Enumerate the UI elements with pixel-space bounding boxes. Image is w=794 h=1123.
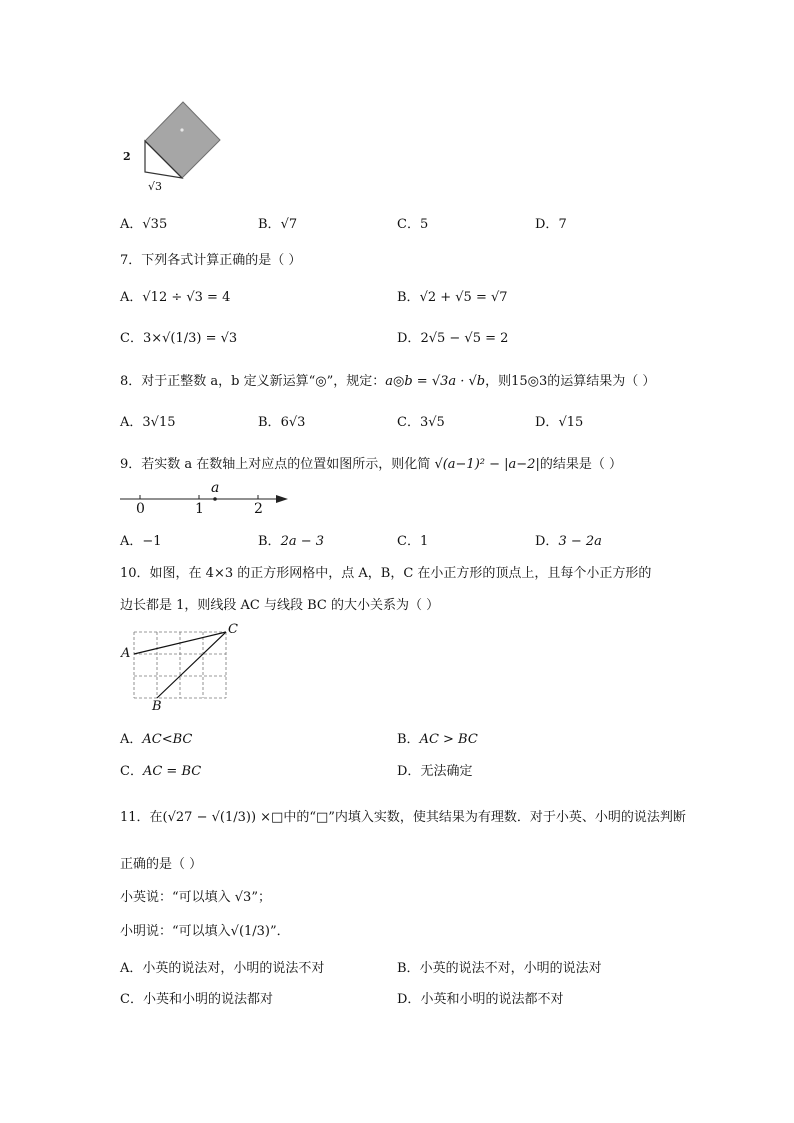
option-value: √12 ÷ √3 = 4: [142, 290, 231, 305]
option-value: 3×√(1/3) = √3: [142, 331, 238, 346]
option-value: 小英的说法对，小明的说法不对: [142, 961, 325, 976]
figure-side-left-label: 2: [123, 150, 131, 163]
q7-option-d[interactable]: D．2√5 − √5 = 2: [397, 331, 509, 346]
q6-option-d[interactable]: D．7: [535, 217, 567, 232]
option-value: 3√15: [142, 415, 176, 430]
q11-option-b[interactable]: B．小英的说法不对，小明的说法对: [397, 961, 602, 976]
q10-option-a[interactable]: A．AC<BC: [120, 732, 193, 747]
option-value: AC<BC: [142, 732, 193, 747]
option-value: √2 + √5 = √7: [419, 290, 508, 305]
q11-ming-formula: √(1/3): [230, 924, 271, 939]
q8-option-b[interactable]: B．6√3: [258, 415, 306, 430]
grid-figure: [130, 626, 240, 706]
number-line: [118, 480, 298, 520]
q9-option-d[interactable]: D．3 − 2a: [535, 534, 602, 549]
q11-ying-statement: 小英说：“可以填入 √3”；: [120, 890, 271, 905]
option-value: 小英和小明的说法都对: [142, 992, 273, 1007]
option-value: AC > BC: [419, 732, 478, 747]
option-value: 3 − 2a: [558, 534, 602, 549]
q9-option-b[interactable]: B．2a − 3: [258, 534, 325, 549]
q8-option-d[interactable]: D．√15: [535, 415, 584, 430]
q10-stem-line-1: 10．如图，在 4×3 的正方形网格中，点 A，B，C 在小正方形的顶点上，且每个小正方形的: [120, 566, 652, 581]
q9-option-a[interactable]: A．−1: [120, 534, 162, 549]
q8-option-c[interactable]: C．3√5: [397, 415, 445, 430]
option-value: −1: [142, 534, 162, 549]
option-value: 小英的说法不对，小明的说法对: [419, 961, 602, 976]
q6-option-a[interactable]: A．√35: [120, 217, 168, 232]
q6-option-b[interactable]: B．√7: [258, 217, 298, 232]
q7-option-b[interactable]: B．√2 + √5 = √7: [397, 290, 508, 305]
option-value: √35: [142, 217, 168, 232]
option-value: AC = BC: [142, 764, 202, 779]
q10-option-d[interactable]: D．无法确定: [397, 764, 473, 779]
option-value: 7: [558, 217, 567, 232]
option-value: 2√5 − √5 = 2: [420, 331, 509, 346]
option-value: 6√3: [280, 415, 306, 430]
q7-option-a[interactable]: A．√12 ÷ √3 = 4: [120, 290, 231, 305]
q11-option-d[interactable]: D．小英和小明的说法都不对: [397, 992, 564, 1007]
figure-side-bottom-label: √3: [148, 180, 163, 193]
option-value: √7: [280, 217, 298, 232]
q11-option-a[interactable]: A．小英的说法对，小明的说法不对: [120, 961, 325, 976]
q8-formula: a◎b = √3a · √b: [385, 374, 486, 389]
option-value: 小英和小明的说法都不对: [420, 992, 564, 1007]
q9-option-c[interactable]: C．1: [397, 534, 429, 549]
q6-option-c[interactable]: C．5: [397, 217, 429, 232]
option-value: 1: [419, 534, 429, 549]
q9-formula: √(a−1)² − |a−2|: [434, 457, 540, 472]
q10-option-c[interactable]: C．AC = BC: [120, 764, 202, 779]
option-value: √15: [558, 415, 584, 430]
number-line-tick-1: 1: [195, 501, 204, 517]
number-line-tick-2: 2: [254, 501, 263, 517]
q11-stem-line-2: 正确的是（ ）: [120, 857, 203, 872]
option-value: 3√5: [419, 415, 445, 430]
q11-option-c[interactable]: C．小英和小明的说法都对: [120, 992, 273, 1007]
grid-point-b-label: B: [152, 699, 162, 714]
q11-formula: (√27 − √(1/3)) ×□: [162, 810, 284, 825]
option-value: 5: [419, 217, 429, 232]
q11-stem: 11．在(√27 − √(1/3)) ×□中的“□”内填入实数，使其结果为有理数．对于小英、小明的说法判断: [120, 810, 686, 825]
q8-option-a[interactable]: A．3√15: [120, 415, 176, 430]
option-value: 2a − 3: [280, 534, 325, 549]
grid-point-a-label: A: [121, 646, 131, 661]
q10-option-b[interactable]: B．AC > BC: [397, 732, 478, 747]
q10-stem-line-2: 边长都是 1，则线段 AC 与线段 BC 的大小关系为（ ）: [120, 598, 440, 613]
q8-stem: 8．对于正整数 a，b 定义新运算“◎”，规定：a◎b = √3a · √b，则15◎3的运算结果为（ ）: [120, 374, 656, 389]
q7-stem: 7．下列各式计算正确的是（ ）: [120, 253, 302, 268]
grid-point-c-label: C: [228, 622, 238, 637]
q9-stem: 9．若实数 a 在数轴上对应点的位置如图所示，则化简 √(a−1)² − |a−2|的结果是（ ）: [120, 457, 622, 472]
q7-option-c[interactable]: C．3×√(1/3) = √3: [120, 331, 238, 346]
number-line-tick-0: 0: [136, 501, 145, 517]
q11-ming-statement: 小明说：“可以填入√(1/3)”．: [120, 924, 290, 939]
option-value: 无法确定: [420, 764, 473, 779]
square-on-triangle-figure: [118, 96, 228, 196]
number-line-point-label: a: [211, 480, 220, 496]
